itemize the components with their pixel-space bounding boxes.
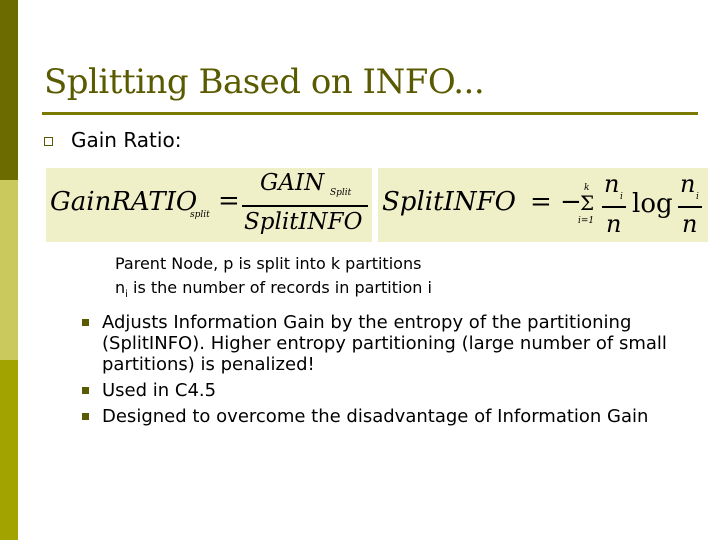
title-divider (42, 112, 698, 115)
split-info-formula (378, 168, 708, 242)
formula-lhs-subscript: split (190, 210, 210, 220)
formula2-equals-minus: = − (530, 187, 582, 217)
sub-bullet-item (82, 312, 682, 375)
formula-lhs: GainRATIO (50, 187, 198, 217)
hollow-square-bullet-icon (44, 137, 53, 146)
sub-bullet-text: Adjusts Information Gain by the entropy of the partitioning (SplitINFO). Higher entropy partitioning (large number of small partitions) is penalized! (102, 312, 667, 375)
note-line-2-suffix: is the number of records in partition i (127, 278, 432, 297)
formula-numerator: GAIN (260, 170, 325, 196)
formula-denominator: SplitINFO (244, 209, 363, 235)
gain-ratio-formula (46, 168, 372, 242)
formula-numerator-subscript: Split (330, 188, 352, 198)
sub-bullet-list (82, 312, 682, 432)
slide-title: Splitting Based on INFO... (44, 62, 485, 102)
sum-upper-limit: k (584, 183, 590, 193)
frac2-bar (678, 206, 702, 208)
sub-bullet-item (82, 380, 682, 401)
frac1-numerator: n (604, 170, 620, 198)
left-bar-bottom (0, 360, 18, 540)
sub-bullet-text: Used in C4.5 (102, 380, 217, 401)
formula-fraction-bar (242, 205, 368, 207)
filled-square-bullet-icon (82, 387, 89, 394)
bullet-text: Gain Ratio: (71, 128, 182, 152)
left-bar-top (0, 0, 18, 180)
frac2-numerator: n (680, 170, 696, 198)
note-line-1: Parent Node, p is split into k partitions (115, 254, 422, 273)
sub-bullet-item (82, 406, 682, 427)
formula-equals: = (218, 186, 240, 216)
formula2-lhs: SplitINFO (382, 187, 516, 217)
sum-lower-limit: i=1 (578, 216, 595, 226)
filled-square-bullet-icon (82, 319, 89, 326)
note-line-2-subscript: i (125, 289, 128, 301)
note-line-2 (115, 278, 432, 300)
frac1-denominator: n (606, 210, 622, 238)
sub-bullet-text: Designed to overcome the disadvantage of Information Gain (102, 406, 649, 427)
log-operator: log (632, 189, 673, 219)
note-line-2-prefix: n (115, 278, 126, 297)
frac2-numerator-subscript: i (696, 192, 699, 202)
left-bar-middle (0, 180, 18, 360)
sum-symbol-icon: Σ (580, 191, 595, 215)
filled-square-bullet-icon (82, 413, 89, 420)
bullet-gain-ratio (44, 128, 181, 152)
frac1-bar (602, 206, 626, 208)
frac1-numerator-subscript: i (620, 192, 623, 202)
frac2-denominator: n (682, 210, 698, 238)
